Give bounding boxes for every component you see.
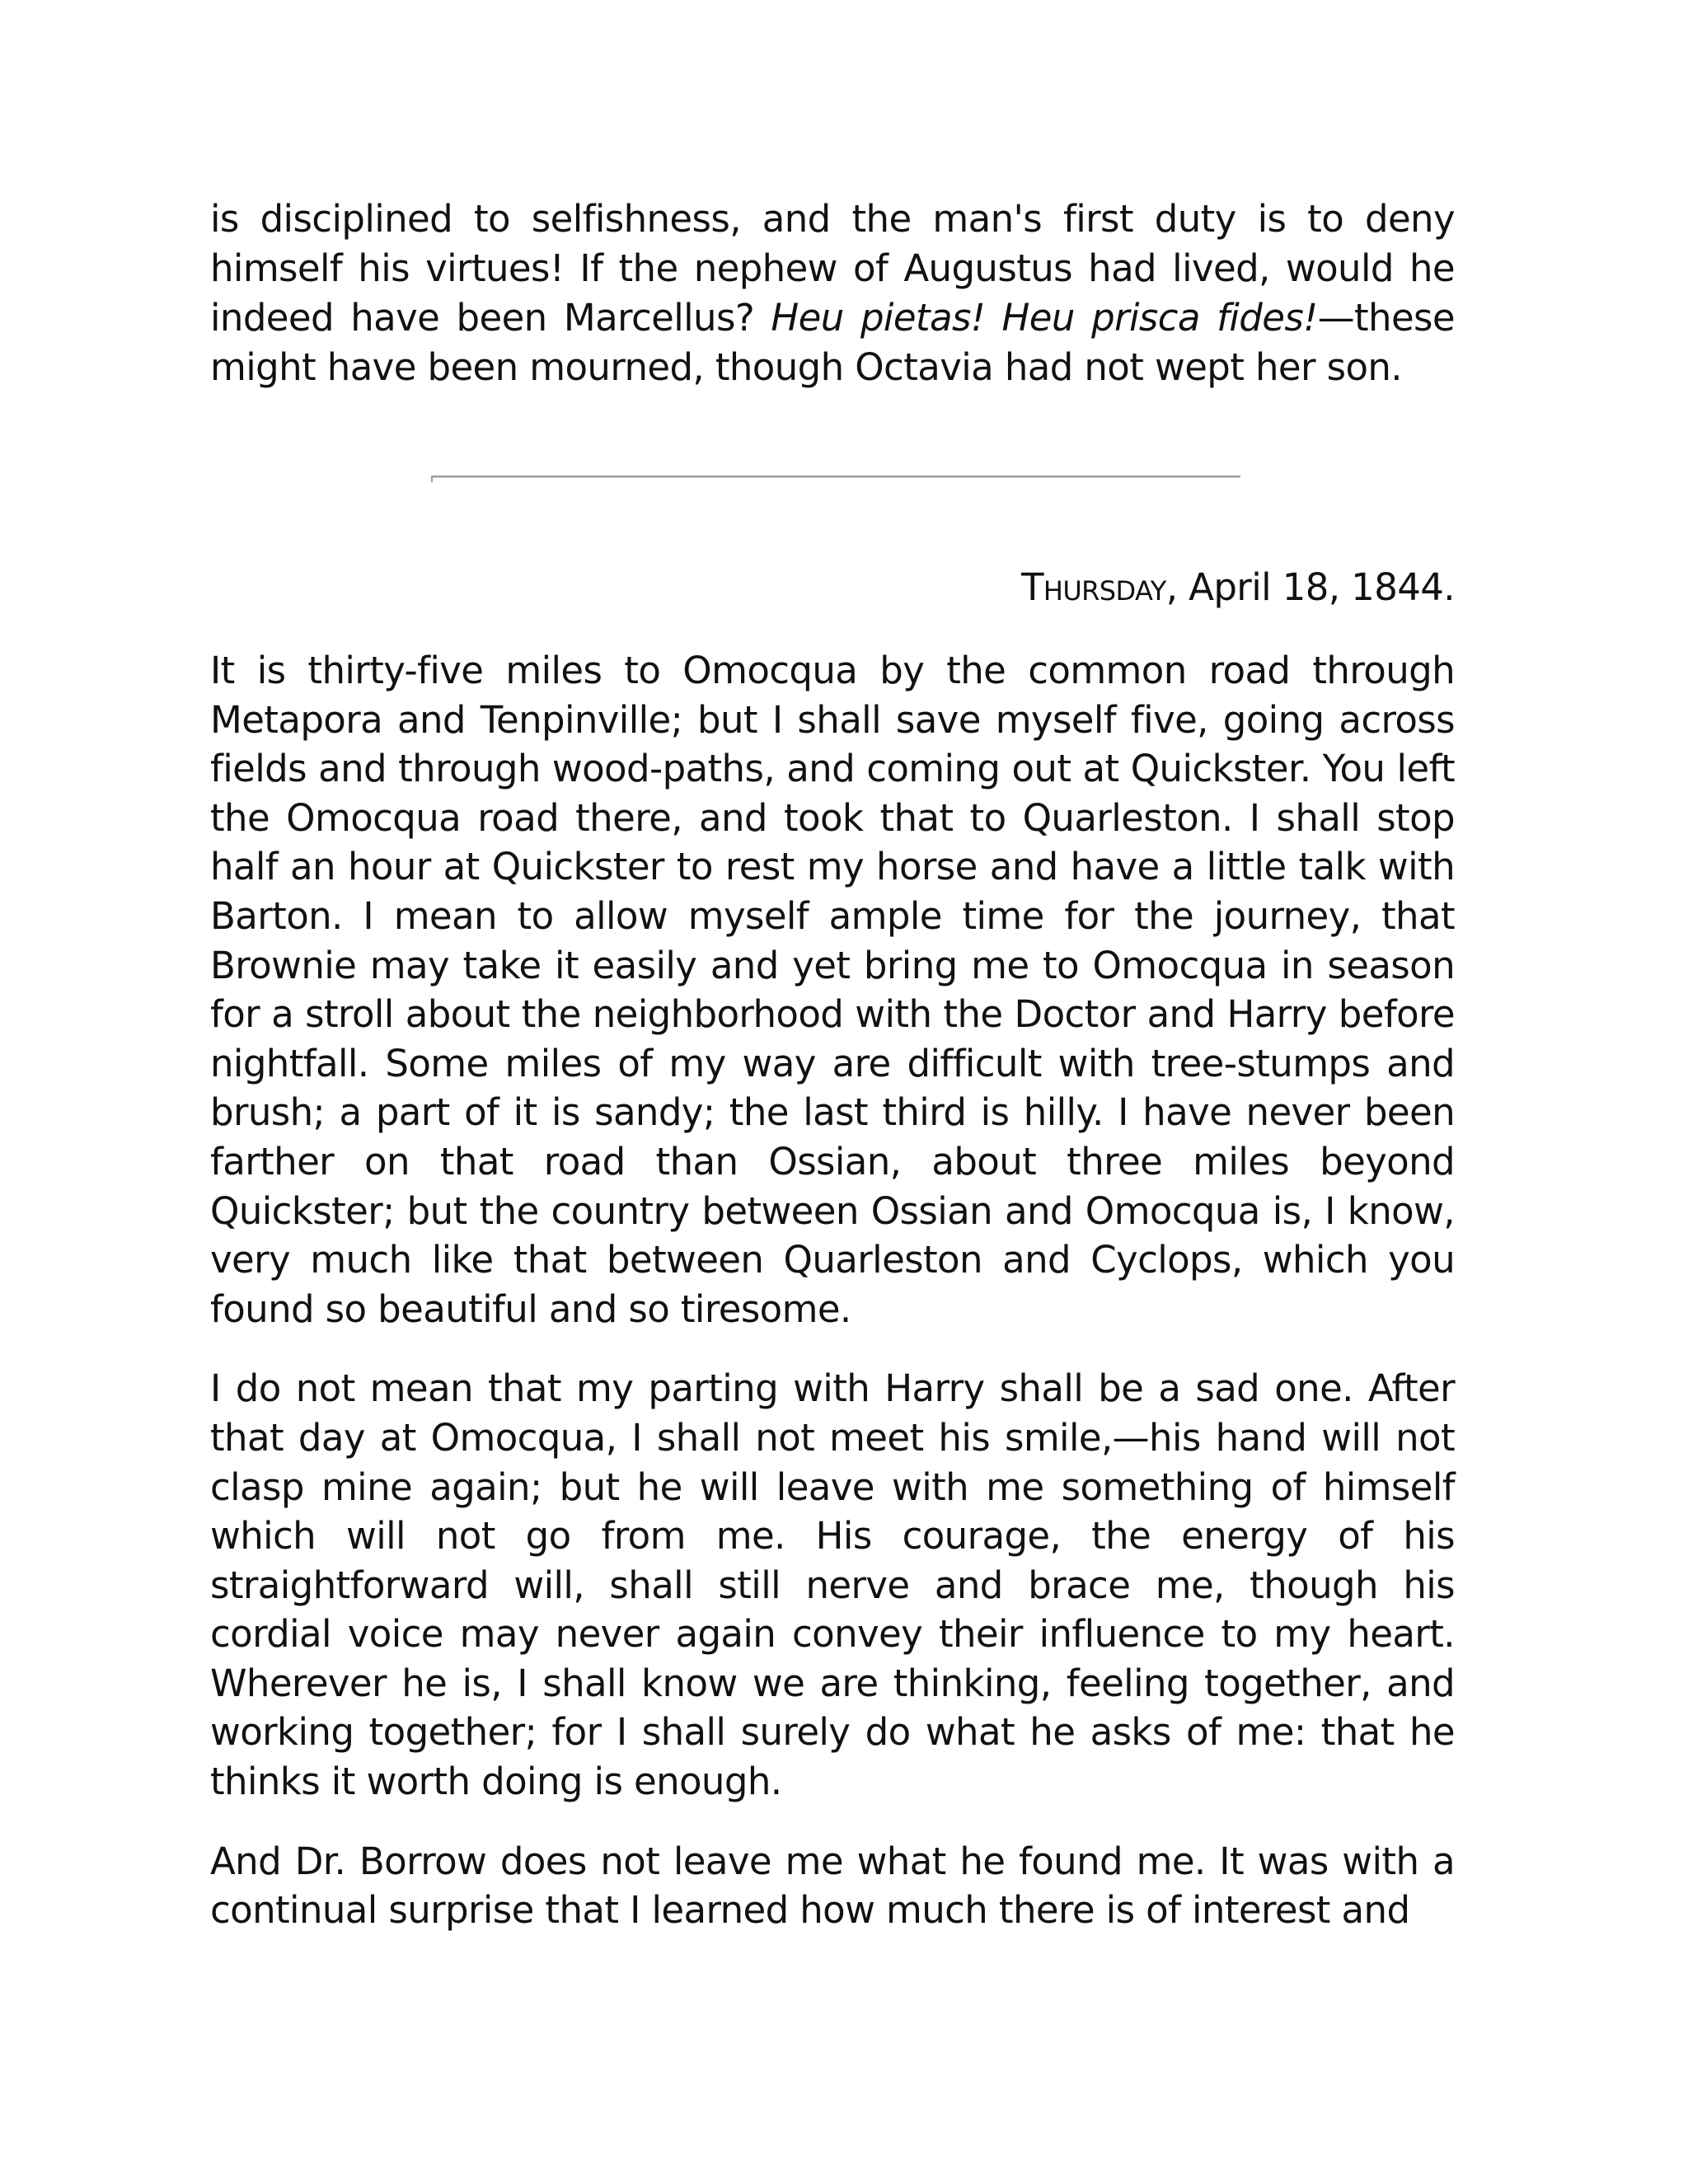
section-divider (431, 476, 1240, 478)
latin-quote: Heu pietas! Heu prisca fides! (771, 296, 1318, 340)
dateline-date: , April 18, 1844. (1165, 565, 1455, 609)
paragraph-closing (210, 194, 1455, 392)
paragraph-text-end: —these might have been mourned, though Octavia had not wept her son. (210, 296, 1455, 389)
paragraph: I do not mean that my parting with Harry shall be a sad one. After that day at Omocqua, I shall not meet his smile,—his hand will not clasp mine again; but he will leave with me something of himself which will not go from me. His courage, the energy of his straightforward will, shall still nerve and brace me, though his cordial voice may never again convey their influence to my heart. Wherever he is, I shall know we are thinking, feeling together, and working together; for I shall surely do what he asks of me: that he thinks it worth doing is enough. (210, 1366, 1455, 1804)
letter-body (210, 646, 1455, 1966)
paragraph: And Dr. Borrow does not leave me what he found me. It was with a continual surprise that I learned how much there is of interest and (210, 1839, 1455, 1933)
page-top (210, 194, 1455, 423)
dateline (210, 563, 1455, 612)
dateline-weekday: Thursday (1020, 565, 1166, 609)
paragraph-text: is disciplined to selfishness, and the man's first duty is to deny himself his virtues! If the nephew of Augustus had lived, would he indeed have been Marcellus? (210, 197, 1455, 340)
paragraph: It is thirty-five miles to Omocqua by the common road through Metapora and Tenpinville; but I shall save myself five, going across fields and through wood-paths, and coming out at Quickster. You left the Omocqua road there, and took that to Quarleston. I shall stop half an hour at Quickster to rest my horse and have a little talk with Barton. I mean to allow myself ample time for the journey, that Brownie may take it easily and yet bring me to Omocqua in season for a stroll about the neighborhood with the Doctor and Harry before nightfall. Some miles of my way are difficult with tree-stumps and brush; a part of it is sandy; the last third is hilly. I have never been farther on that road than Ossian, about three miles beyond Quickster; but the country between Ossian and Omocqua is, I know, very much like that between Quarleston and Cyclops, which you found so beautiful and so tiresome. (210, 649, 1455, 1331)
